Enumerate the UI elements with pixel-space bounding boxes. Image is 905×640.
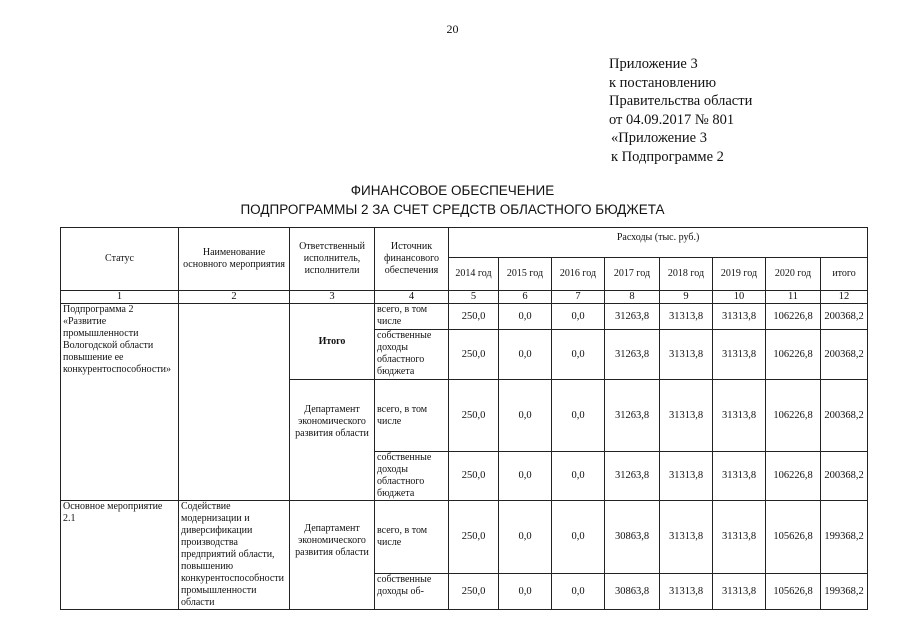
value-cell: 31263,8 xyxy=(605,304,660,330)
column-number: 8 xyxy=(605,291,660,304)
header-year: 2018 год xyxy=(660,258,713,291)
value-cell: 31263,8 xyxy=(605,380,660,452)
document-title: ФИНАНСОВОЕ ОБЕСПЕЧЕНИЕ xyxy=(350,183,555,198)
value-cell: 0,0 xyxy=(499,574,552,610)
header-expenses: Расходы (тыс. руб.) xyxy=(449,228,868,258)
value-cell: 31313,8 xyxy=(713,574,766,610)
appendix-line: к постановлению xyxy=(609,74,717,91)
header-year: 2017 год xyxy=(605,258,660,291)
column-number: 9 xyxy=(660,291,713,304)
column-number: 5 xyxy=(449,291,499,304)
value-cell: 199368,2 xyxy=(821,574,868,610)
column-number-row xyxy=(61,291,868,304)
finance-table xyxy=(60,227,868,610)
source-cell: собственные доходы об- xyxy=(375,574,449,610)
table-row xyxy=(61,304,868,330)
header-year: 2014 год xyxy=(449,258,499,291)
column-number: 11 xyxy=(766,291,821,304)
value-cell: 30863,8 xyxy=(605,574,660,610)
appendix-line: от 04.09.2017 № 801 xyxy=(609,111,735,128)
value-cell: 0,0 xyxy=(552,380,605,452)
source-cell: всего, в том числе xyxy=(375,304,449,330)
value-cell: 0,0 xyxy=(499,330,552,380)
value-cell: 0,0 xyxy=(552,452,605,501)
value-cell: 250,0 xyxy=(449,380,499,452)
value-cell: 31313,8 xyxy=(660,574,713,610)
finance-table-wrapper xyxy=(60,227,867,610)
executor-cell: Департамент экономического развития области xyxy=(290,501,375,610)
value-cell: 31263,8 xyxy=(605,330,660,380)
value-cell: 0,0 xyxy=(552,574,605,610)
value-cell: 200368,2 xyxy=(821,304,868,330)
appendix-line: к Подпрограмме 2 xyxy=(611,148,724,165)
value-cell: 31313,8 xyxy=(713,452,766,501)
appendix-line: «Приложение 3 xyxy=(611,130,707,146)
column-number: 1 xyxy=(61,291,179,304)
appendix-line: Правительства области xyxy=(609,93,753,109)
value-cell: 31263,8 xyxy=(605,452,660,501)
value-cell: 31313,8 xyxy=(713,330,766,380)
value-cell: 31313,8 xyxy=(713,380,766,452)
header-year: 2015 год xyxy=(499,258,552,291)
value-cell: 0,0 xyxy=(499,380,552,452)
value-cell: 106226,8 xyxy=(766,380,821,452)
value-cell: 106226,8 xyxy=(766,304,821,330)
value-cell: 0,0 xyxy=(499,452,552,501)
value-cell: 31313,8 xyxy=(660,452,713,501)
header-executor: Ответственный исполнитель, исполнители xyxy=(290,228,375,291)
value-cell: 200368,2 xyxy=(821,380,868,452)
table-row xyxy=(61,501,868,574)
value-cell: 0,0 xyxy=(499,304,552,330)
value-cell: 105626,8 xyxy=(766,501,821,574)
value-cell: 106226,8 xyxy=(766,452,821,501)
value-cell: 200368,2 xyxy=(821,330,868,380)
value-cell: 250,0 xyxy=(449,304,499,330)
value-cell: 250,0 xyxy=(449,574,499,610)
header-year: 2019 год xyxy=(713,258,766,291)
executor-cell: Итого xyxy=(290,304,375,380)
value-cell: 31313,8 xyxy=(660,330,713,380)
value-cell: 31313,8 xyxy=(713,501,766,574)
column-number: 7 xyxy=(552,291,605,304)
header-name: Наименование основного мероприятия xyxy=(179,228,290,291)
header-source: Источник финансового обеспечения xyxy=(375,228,449,291)
value-cell: 0,0 xyxy=(552,501,605,574)
page-number: 20 xyxy=(446,22,459,36)
value-cell: 199368,2 xyxy=(821,501,868,574)
source-cell: всего, в том числе xyxy=(375,380,449,452)
source-cell: собственные доходы областного бюджета xyxy=(375,452,449,501)
document-subtitle: ПОДПРОГРАММЫ 2 ЗА СЧЕТ СРЕДСТВ ОБЛАСТНОГО БЮДЖЕТА xyxy=(240,202,665,217)
column-number: 2 xyxy=(179,291,290,304)
status-cell: Подпрограмма 2 «Развитие промышленности Вологодской области повышение ее конкурентоспособности» xyxy=(61,304,179,501)
value-cell: 106226,8 xyxy=(766,330,821,380)
executor-cell: Департамент экономического развития области xyxy=(290,380,375,501)
name-cell: Содействие модернизации и диверсификации производства предприятий области, повышению конкурентоспособности промышленности области xyxy=(179,501,290,610)
column-number: 12 xyxy=(821,291,868,304)
header-year: 2020 год xyxy=(766,258,821,291)
appendix-line: Приложение 3 xyxy=(609,56,698,72)
value-cell: 30863,8 xyxy=(605,501,660,574)
source-cell: собственные доходы областного бюджета xyxy=(375,330,449,380)
header-status: Статус xyxy=(61,228,179,291)
value-cell: 31313,8 xyxy=(660,501,713,574)
value-cell: 0,0 xyxy=(552,304,605,330)
column-number: 3 xyxy=(290,291,375,304)
name-cell xyxy=(179,304,290,501)
value-cell: 0,0 xyxy=(499,501,552,574)
header-year: 2016 год xyxy=(552,258,605,291)
value-cell: 105626,8 xyxy=(766,574,821,610)
column-number: 6 xyxy=(499,291,552,304)
value-cell: 31313,8 xyxy=(713,304,766,330)
appendix-block xyxy=(609,55,752,166)
header-total: итого xyxy=(821,258,868,291)
value-cell: 250,0 xyxy=(449,501,499,574)
value-cell: 250,0 xyxy=(449,452,499,501)
value-cell: 250,0 xyxy=(449,330,499,380)
column-number: 4 xyxy=(375,291,449,304)
source-cell: всего, в том числе xyxy=(375,501,449,574)
value-cell: 0,0 xyxy=(552,330,605,380)
column-number: 10 xyxy=(713,291,766,304)
value-cell: 31313,8 xyxy=(660,304,713,330)
status-cell: Основное мероприятие 2.1 xyxy=(61,501,179,610)
value-cell: 200368,2 xyxy=(821,452,868,501)
value-cell: 31313,8 xyxy=(660,380,713,452)
